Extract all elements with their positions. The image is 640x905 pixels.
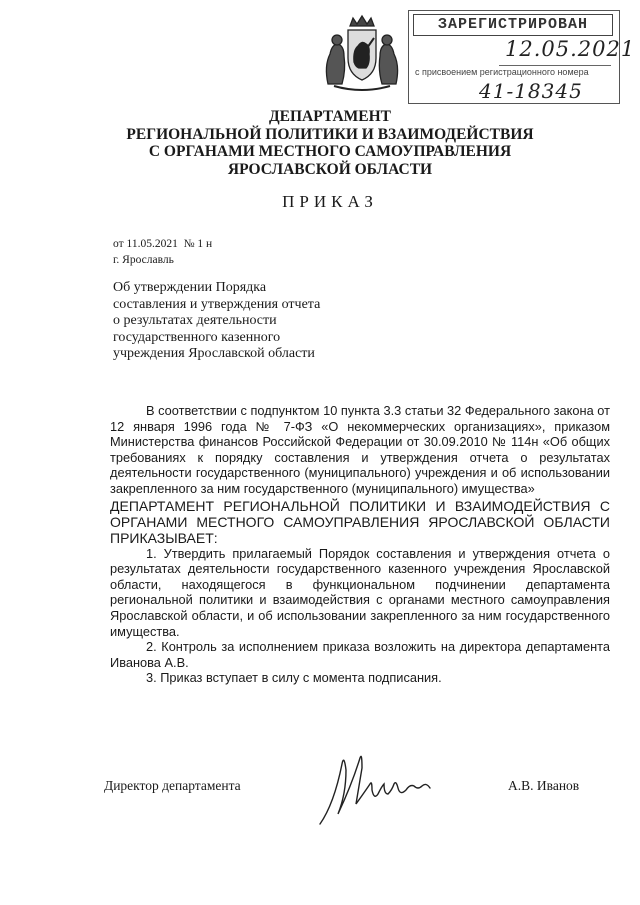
handwritten-signature <box>312 744 452 828</box>
subject-line: Об утверждении Порядка <box>113 280 267 295</box>
document-meta <box>113 236 212 268</box>
order-item: 3. Приказ вступает в силу с момента подписания. <box>146 670 442 686</box>
subject-line: составления и утверждения отчета <box>113 296 321 312</box>
stamp-number: 41-18345 <box>479 79 583 103</box>
document-date-number: от 11.05.2021 № 1 н <box>113 238 213 250</box>
header-line: ДЕПАРТАМЕНТ <box>268 108 392 125</box>
stamp-label: ЗАРЕГИСТРИРОВАН <box>413 14 613 36</box>
order-item: 1. Утвердить прилагаемый Порядок составления и утверждения отчета о результатах деятельности государственного казенного учреждения Ярославской области, находящегося в функциональном подчинении департамента региональной политики и взаимодействия с органами местного самоуправления Ярославской области, и об использовании закрепленного за ним государственного имущества. <box>110 545 610 639</box>
subject-line: государственного казенного <box>113 329 281 345</box>
signer-name: А.В. Иванов <box>508 778 580 793</box>
order-item: 2. Контроль за исполнением приказа возложить на директора департамента Иванова А.В. <box>110 639 610 670</box>
stamp-caption: с присвоением регистрационного номера <box>415 67 589 77</box>
department-header <box>100 108 560 178</box>
header-line: ЯРОСЛАВСКОЙ ОБЛАСТИ <box>227 160 433 178</box>
stamp-date: 12.05.2021 <box>505 37 636 61</box>
document-subject <box>113 280 320 363</box>
document-body <box>110 403 610 686</box>
registration-stamp <box>408 10 636 104</box>
preamble-paragraph: В соответствии с подпунктом 10 пункта 3.3 статьи 32 Федерального закона от 12 января 1996 года № 7-ФЗ «О некоммерческих организациях», приказом Министерства финансов Российской Федерации от 30.09.2010 № 114н «Об общих требованиях к порядку составления и утверждения отчета о результатах деятельности государственного (муниципального) учреждения и об использовании закрепленного за ним государственного (муниципального) имущества» <box>110 403 610 496</box>
directive-paragraph: ДЕПАРТАМЕНТ РЕГИОНАЛЬНОЙ ПОЛИТИКИ И ВЗАИМОДЕЙСТВИЯ С ОРГАНАМИ МЕСТНОГО САМОУПРАВЛЕНИЯ ЯРОСЛАВСКОЙ ОБЛАСТИ ПРИКАЗЫВАЕТ: <box>110 497 610 546</box>
header-line: С ОРГАНАМИ МЕСТНОГО САМОУПРАВЛЕНИЯ <box>148 143 512 160</box>
document-city: г. Ярославль <box>113 254 174 266</box>
signer-position: Директор департамента <box>104 778 241 793</box>
subject-line: учреждения Ярославской области <box>113 346 315 361</box>
coat-of-arms-icon <box>320 14 404 94</box>
document-title: ПРИКАЗ <box>282 192 378 211</box>
stamp-underline <box>499 65 611 66</box>
subject-line: о результатах деятельности <box>113 313 277 328</box>
header-line: РЕГИОНАЛЬНОЙ ПОЛИТИКИ И ВЗАИМОДЕЙСТВИЯ <box>126 125 534 143</box>
